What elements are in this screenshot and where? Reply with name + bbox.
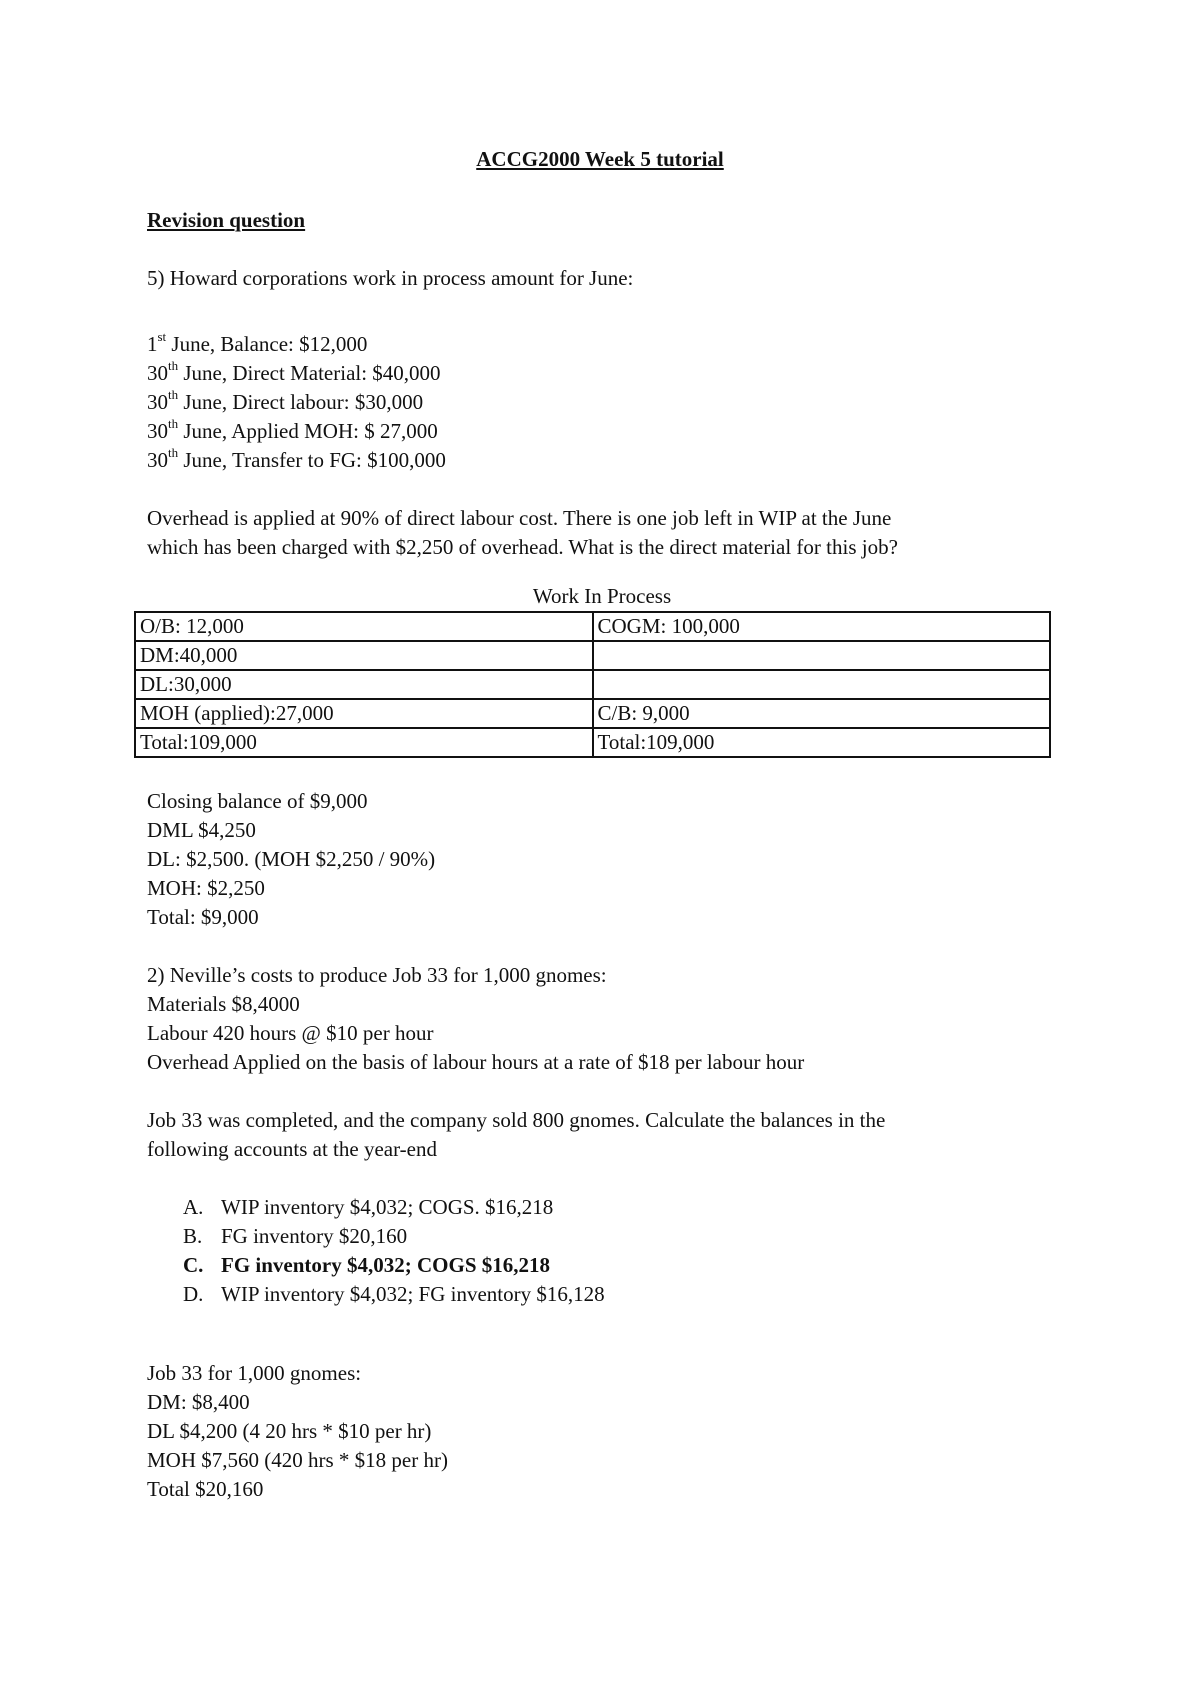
q5-answer-line: DML $4,250 xyxy=(147,818,256,842)
document-body xyxy=(140,206,1057,1504)
table-row xyxy=(135,699,1050,728)
q5-item: 1st June, Balance: $12,000 xyxy=(147,329,368,356)
q2-line: Labour 420 hours @ $10 per hour xyxy=(147,1021,434,1045)
q5-item: 30th June, Transfer to FG: $100,000 xyxy=(147,445,446,472)
q5-answer-line: Closing balance of $9,000 xyxy=(147,789,368,813)
q2-line: 2) Neville’s costs to produce Job 33 for 1,000 gnomes: xyxy=(147,963,607,987)
q5-item: 30th June, Direct Material: $40,000 xyxy=(147,358,441,385)
q5-item: 30th June, Applied MOH: $ 27,000 xyxy=(147,416,438,443)
wip-table xyxy=(134,611,1051,758)
q2-working-line: Job 33 for 1,000 gnomes: xyxy=(147,1361,362,1385)
q5-paragraph-line: which has been charged with $2,250 of overhead. What is the direct material for this job? xyxy=(147,535,898,559)
table-cell: O/B: 12,000 xyxy=(135,612,593,641)
table-cell: DL:30,000 xyxy=(135,670,593,699)
option-b: B. FG inventory $20,160 xyxy=(183,1224,408,1248)
table-cell: COGM: 100,000 xyxy=(593,612,1051,641)
option-a: A. WIP inventory $4,032; COGS. $16,218 xyxy=(183,1195,554,1219)
table-cell: Total:109,000 xyxy=(593,728,1051,757)
q2-paragraph-line: Job 33 was completed, and the company sold 800 gnomes. Calculate the balances in the xyxy=(147,1108,886,1132)
q2-working-line: Total $20,160 xyxy=(147,1477,264,1501)
answer-options xyxy=(183,1193,1057,1309)
q5-answer-line: DL: $2,500. (MOH $2,250 / 90%) xyxy=(147,847,436,871)
table-caption: Work In Process xyxy=(532,584,672,608)
q5-item: 30th June, Direct labour: $30,000 xyxy=(147,387,424,414)
table-cell: C/B: 9,000 xyxy=(593,699,1051,728)
table-row xyxy=(135,728,1050,757)
q5-paragraph-line: Overhead is applied at 90% of direct labour cost. There is one job left in WIP at the June xyxy=(147,506,892,530)
q2-working-line: MOH $7,560 (420 hrs * $18 per hr) xyxy=(147,1448,448,1472)
q2-working-line: DL $4,200 (4 20 hrs * $10 per hr) xyxy=(147,1419,432,1443)
table-cell: Total:109,000 xyxy=(135,728,593,757)
table-row xyxy=(135,641,1050,670)
table-cell xyxy=(593,641,1051,670)
q2-paragraph-line: following accounts at the year-end xyxy=(147,1137,437,1161)
table-cell xyxy=(593,670,1051,699)
table-row xyxy=(135,612,1050,641)
option-d: D. WIP inventory $4,032; FG inventory $16,128 xyxy=(183,1282,605,1306)
q2-working-line: DM: $8,400 xyxy=(147,1390,250,1414)
question-5-prompt: 5) Howard corporations work in process amount for June: xyxy=(147,266,634,290)
table-cell: DM:40,000 xyxy=(135,641,593,670)
q5-answer-line: Total: $9,000 xyxy=(147,905,259,929)
table-row xyxy=(135,670,1050,699)
q2-line: Overhead Applied on the basis of labour hours at a rate of $18 per labour hour xyxy=(147,1050,805,1074)
q5-answer-line: MOH: $2,250 xyxy=(147,876,265,900)
option-c-correct: C. FG inventory $4,032; COGS $16,218 xyxy=(183,1253,550,1277)
page-title: ACCG2000 Week 5 tutorial xyxy=(476,147,724,171)
table-cell: MOH (applied):27,000 xyxy=(135,699,593,728)
q2-line: Materials $8,4000 xyxy=(147,992,300,1016)
section-heading: Revision question xyxy=(147,208,306,232)
